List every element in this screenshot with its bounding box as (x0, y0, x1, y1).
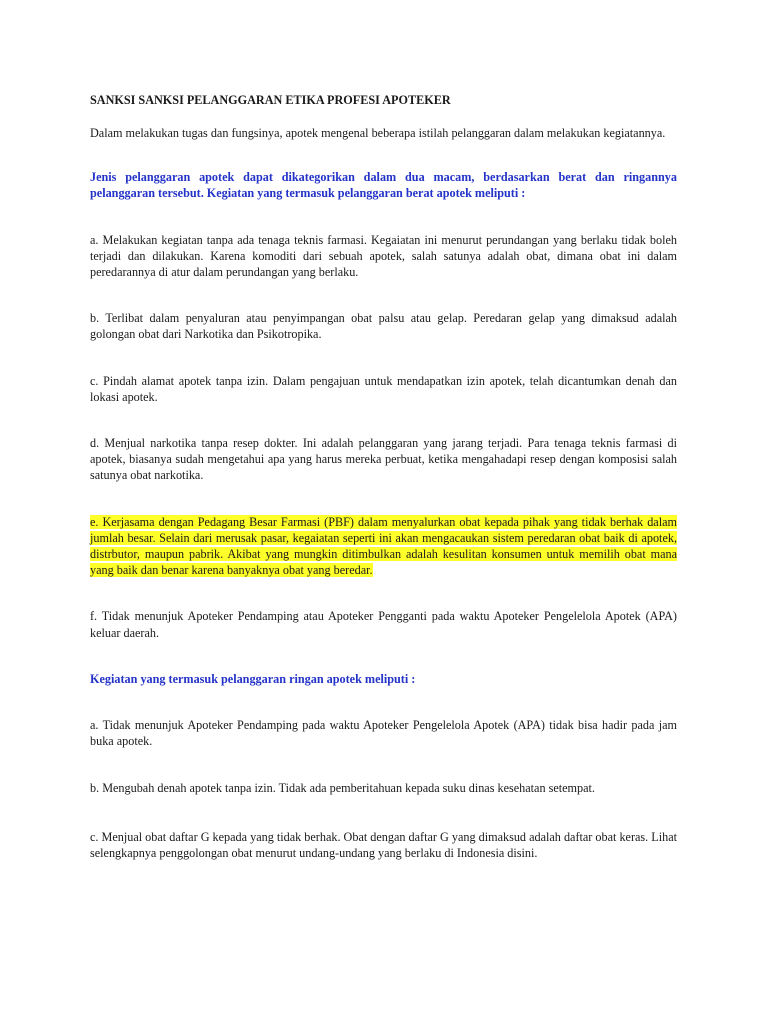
heavy-item-f: f. Tidak menunjuk Apoteker Pendamping atau Apoteker Pengganti pada waktu Apoteker Pengelelola Apotek (APA) keluar daerah. (90, 609, 677, 640)
heavy-item-a: a. Melakukan kegiatan tanpa ada tenaga teknis farmasi. Kegaiatan ini menurut perundangan yang berlaku tidak boleh terjadi dan dilakukan. Karena komoditi dari sebuah apotek, salah satunya adalah obat, dimana obat ini dalam peredarannya di atur dalam perundangan yang berlaku. (90, 232, 677, 280)
light-item-c: c. Menjual obat daftar G kepada yang tidak berhak. Obat dengan daftar G yang dimaksud adalah daftar obat keras. Lihat selengkapnya penggolongan obat menurut undang-undang yang berlaku di Indonesia disini. (90, 829, 677, 860)
highlighted-text: e. Kerjasama dengan Pedagang Besar Farmasi (PBF) dalam menyalurkan obat kepada pihak yang tidak berhak dalam jumlah besar. Selain dari merusak pasar, kegaiatan seperti ini akan mengacaukan sistem peredaran obat baik di apotek, distrbutor, maupun pabrik. Akibat yang mungkin ditimbulkan adalah kesulitan konsumen untuk memilih obat mana yang baik dan benar karena banyaknya obat yang beredar. (90, 514, 677, 578)
light-violations-heading: Kegiatan yang termasuk pelanggaran ringan apotek meliputi : (90, 671, 416, 686)
heavy-item-d: d. Menjual narkotika tanpa resep dokter. Ini adalah pelanggaran yang jarang terjadi. Para tenaga teknis farmasi di apotek, biasanya sudah mengetahui apa yang harus mereka perbuat, ketika mengahadapi resep dengan komposisi salah satunya obat narkotika. (90, 436, 677, 483)
document-title: SANKSI SANKSI PELANGGARAN ETIKA PROFESI APOTEKER (90, 93, 451, 107)
heavy-item-c: c. Pindah alamat apotek tanpa izin. Dalam pengajuan untuk mendapatkan izin apotek, telah dicantumkan denah dan lokasi apotek. (90, 373, 677, 404)
light-item-a: a. Tidak menunjuk Apoteker Pendamping pada waktu Apoteker Pengelelola Apotek (APA) tidak bisa hadir pada jam buka apotek. (90, 718, 677, 749)
heavy-violations-heading: Jenis pelanggaran apotek dapat dikategorikan dalam dua macam, berdasarkan berat dan ringannya pelanggaran tersebut. Kegiatan yang termasuk pelanggaran berat apotek meliputi : (90, 170, 677, 201)
light-item-b: b. Mengubah denah apotek tanpa izin. Tidak ada pemberitahuan kepada suku dinas kesehatan setempat. (90, 781, 595, 796)
heavy-item-e (90, 514, 677, 579)
heavy-item-b: b. Terlibat dalam penyaluran atau penyimpangan obat palsu atau gelap. Peredaran gelap yang dimaksud adalah golongan obat dari Narkotika dan Psikotropika. (90, 311, 677, 342)
intro-paragraph: Dalam melakukan tugas dan fungsinya, apotek mengenal beberapa istilah pelanggaran dalam melakukan kegiatannya. (90, 126, 666, 140)
document-page (90, 90, 677, 861)
